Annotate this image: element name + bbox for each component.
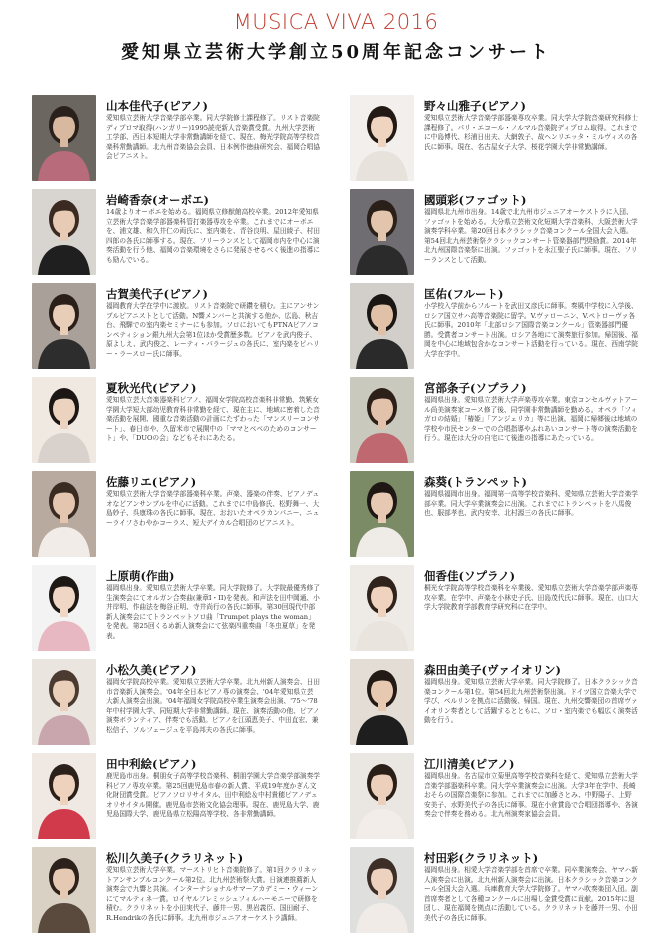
performer-photo xyxy=(350,283,414,369)
performer-name: 古賀美代子(ピアノ) xyxy=(106,287,208,301)
performer-bio: 鹿児島市出身。桐朋女子高等学校音楽科、桐朋学園大学音楽学部演奏学科ピアノ専攻卒業。第25回鹿児島市春の新人賞、平成19年度かぎん文化財団賞受賞。ピアノソロリサイタル、田中利絵＆中村貴穂ピアノデュオリサイタル開催。鹿児島市芸術文化協会理事。現在、鹿児島大学、鹿児島国際大学、鹿児島県立松陽高等学校、各非常勤講師。 xyxy=(106,772,320,819)
performer-card xyxy=(340,471,640,557)
performer-photo xyxy=(32,377,96,463)
performer-bio: 愛知県立芸大音楽器楽科ピアノ、福岡女学院高校音楽科非常勤、筑紫女学園大学短大部幼児教育科非常勤を経て、現在主に、地域に密着した音楽活動を展開、國重な音楽活動の計画にたずわった「マンスリーコンサート」、春日市や、久留米市で展開中の「ママとベベのためのコンサート」や、「DUOの会」などもそれにあたる。 xyxy=(106,396,320,443)
performer-photo xyxy=(32,753,96,839)
performer-name: 岩崎香奈(オーボエ) xyxy=(106,193,209,207)
performer-card xyxy=(340,565,640,651)
performer-bio: 小学校入学前からフルートを武田又彦氏に師事。奏風中学校に入学後、ロシア国立サハ高等音楽院に留学。V.ヴァローニン、V.ペトローヴァ各氏に師事。2010年「北部ロシア国際音楽コンクール」管楽器部門優勝。受賞者コンサート出演。ロシア各地にて演奏旅行参加。帰国後、福岡を中心に地域包含かなコンサート活動を行っている。現在、西南学院大学在学中。 xyxy=(424,302,638,358)
performer-name: 村田彩(クラリネット) xyxy=(424,851,539,865)
performer-card xyxy=(22,283,322,369)
performer-card xyxy=(22,659,322,745)
performer-card xyxy=(340,659,640,745)
performer-bio: 福岡県出身。愛知県立芸術大学卒業。同大学院修了。日本クラシック音楽コンクール第1位。第54回北九州芸術祭出演。ドイツ国立音楽大学で学び、ベルリンを拠点に活動後、帰国。現在、九州交響楽団の首席ヴァイオリン奏者として活躍するとともに、ソロ・室内楽でも幅広く演奏活動を行う。 xyxy=(424,678,638,725)
performer-name: 宮部条子(ソプラノ) xyxy=(424,381,527,395)
performer-card xyxy=(22,377,322,463)
performer-name: 森田由美子(ヴァイオリン) xyxy=(424,663,561,677)
performer-bio: 福岡県出身。愛知県立芸術大学声楽専攻卒業。東京コンセルヴァトアール尚美演奏家コース修了後、同学園非常勤講師を勤める。オペラ「フィガロの結婚」「椿姫」「アンジェリカ」等に出演。福岡に帰郷後は地域の学校や市民センターでの合唱指導やふれあいコンサート等の演奏活動を行う。現在は大分の自宅にて後進の指導にあたっている。 xyxy=(424,396,638,443)
performer-name: 上原萌(作曲) xyxy=(106,569,175,583)
header xyxy=(0,10,672,64)
performer-bio: 愛知県立芸術大学音楽学部器楽科卒業。声楽、器楽の伴奏、ピアノデュオなどアンサンブルを中心に活動。これまでに中島修氏、松野舞一、大島妙子、呉康珠の各氏に師事。現在、おおいたオペラカンパニー、ニューライフさわやかコーラス、短大デイカル合唱団のピアニスト。 xyxy=(106,490,320,527)
performer-photo xyxy=(32,847,96,933)
performer-card xyxy=(22,471,322,557)
performer-name: 小松久美(ピアノ) xyxy=(106,663,197,677)
performer-name: 佃香佳(ソプラノ) xyxy=(424,569,516,583)
performer-name: 野々山雅子(ピアノ) xyxy=(424,99,526,113)
performer-photo xyxy=(32,283,96,369)
performer-bio: 桐光女学院高等学校音楽科を卒業後、愛知県立芸術大学音楽学部声楽専攻卒業。在学中、声楽を小林史子氏、田島茂代氏に師事。現在、山口大学大学院教育学部教育学研究科に在学中。 xyxy=(424,584,638,612)
performer-card xyxy=(340,847,640,933)
performer-card xyxy=(340,189,640,275)
page-title: 愛知県立芸術大学創立50周年記念コンサート xyxy=(120,42,552,63)
performer-name: 國頭彩(ファゴット) xyxy=(424,193,527,207)
performer-photo xyxy=(32,95,96,181)
performer-photo xyxy=(32,659,96,745)
performer-photo xyxy=(32,189,96,275)
performer-card xyxy=(22,847,322,933)
performer-photo xyxy=(32,565,96,651)
performer-name: 田中利絵(ピアノ) xyxy=(106,757,197,771)
performer-card xyxy=(340,95,640,181)
performer-name: 松川久美子(クラリネット) xyxy=(106,851,244,865)
performer-name: 江川清美(ピアノ) xyxy=(424,757,515,771)
performer-name: 山本佳代子(ピアノ) xyxy=(106,99,208,113)
performer-name: 森葵(トランペット) xyxy=(424,475,527,489)
performer-bio: 福岡県出身。相愛大学音楽学部を首席で卒業。同卒業演奏会、ヤマハ新人演奏会に出演。北九州新人演奏会に出演。日本クラシック音楽コンクール全国大会入選。兵庫教育大学大学院修了。ヤマハ吹奏楽団入団。副首席奏者として各種コンクールに出場し金賞受賞に貢献。2015年に退団し、現在福岡を拠点に活動している。クラリネットを藤井一男、小田美代子の各氏に師事。 xyxy=(424,866,638,922)
performer-bio: 福岡教育大学在学中に渡欧。リスト音楽院で研鑽を積む。主にアンサンブルピアニストとして活動。N響メンバーと共演する他か、広島、秋吉台、飛騨での室内楽セミナーにも参加。ソロにおいてもPTNAピアノコンペティション銀九州大会第1位ほか受賞歴多数。ピアノを武内俊子、原よしえ、武内俊之、レーティ・パラージュの各氏に、室内楽をピハリー・ラースロー氏に師事。 xyxy=(106,302,320,358)
performer-card xyxy=(340,283,640,369)
performer-name: 佐藤リエ(ピアノ) xyxy=(106,475,197,489)
performer-bio: 福岡県北九州市出身。14歳で北九州市ジュニアオーケストラに入団、ファゴットを始める。大分県立芸術文化短期大学音楽科、大阪芸術大学演奏学科卒業。第20回日本クラシック音楽コンクール全国大会入選。第54回北九州芸術祭クラシックコンサート管楽器部門奨励賞。2014年北九州国際音楽祭に出演。ファゴットを永江聖子氏に師事。現在、フリーランスとして活動。 xyxy=(424,208,638,264)
performer-bio: 愛知県立芸術大学卒業。マーストリヒト音楽院修了。第1回クラリネットアンサンブルコンクール第2位。北九州芸術祭大賞。日演連推薦新人演奏会で九響と共演。インターナショナルサマーアカデミー・ウィーンにてマルティネ一賞。ロイヤルフレミッシュフィルハーモニーで研修を積む。クラリネットを小田実代子、藤井一男、黒岩義臣、国田耐子、R.Hendrikの各氏に師事。北九州市ジュニアオーケストラ講師。 xyxy=(106,866,319,922)
performer-bio: 14歳よりオーボエを始める。福岡県立修猷館高校卒業。2012年愛知県立芸術大学音楽学部器楽科管打楽器専攻を卒業。これまでにオーボエを、浦文雄、和久井仁の両氏に、室内楽を、青谷良明、屋田綾子、村田四郎の各氏に師事する。現在、フリーランスとして福岡市内を中心に演奏活動を行う他、福岡の音楽環境をさらに発展させるべく後進の指導にも励んでいる。 xyxy=(106,208,320,264)
performer-card xyxy=(22,95,322,181)
performer-bio: 福岡県出身。愛知県立芸術大学卒業。同大学院修了。大学院最優秀修了生演奏会にてオルガン合奏曲(兼章I・II)を発表。和声法を田中岡通、小井岸明、作曲法を梅谷正明、寺井尚行の各氏に師事。第30回現代中部新人演奏会にてトランペットソロ曲「Trumpet plays the woman」を発表。第25回くるめ新人演奏会にて弦楽四重奏曲「冬虫夏草」を発表。 xyxy=(106,584,320,640)
performer-photo xyxy=(350,471,414,557)
performer-photo xyxy=(350,95,414,181)
performer-card xyxy=(340,753,640,839)
performer-photo xyxy=(32,471,96,557)
performer-photo xyxy=(350,659,414,745)
performer-card xyxy=(340,377,640,463)
performer-name: 匡佑(フルート) xyxy=(424,287,504,301)
performer-photo xyxy=(350,847,414,933)
performer-name: 夏秋光代(ピアノ) xyxy=(106,381,197,395)
performer-bio: 愛知県立芸術大学音楽学部卒業。同大学院修士課程修了。リスト音楽院ディプロマ取得(ハンガリー)1995読売新人音楽賞受賞。九州大学芸術工学部、西日本短期大学非常勤講師を経て、現在、梅光学院高等学校音楽科常勤講師。北九州音楽協会会員、日本例作徳曲研究会、福岡合唱協会ピアニスト。 xyxy=(106,114,320,161)
performer-photo xyxy=(350,753,414,839)
performer-card xyxy=(22,565,322,651)
performer-card xyxy=(22,189,322,275)
performer-photo xyxy=(350,189,414,275)
performer-bio: 愛知県立芸術大学音楽学部器楽専攻卒業。同大学大学院音楽研究科修士課程修了。パリ・エコール・ノルマル音楽院ディプロム取得。これまでに中島博代、杉浦日出夫、大網敦子、故ヘンリエッタ・ミルヴィスの各氏に師事。現在、名古屋女子大学、桜花学園大学非常勤講師。 xyxy=(424,114,638,151)
performer-card xyxy=(22,753,322,839)
performer-bio: 福岡女学院高校卒業。愛知県立芸術大学卒業。北九州新人演奏会、日田市音楽新人演奏会。'04年全日本ピアノ専の演奏会、'04年愛知県立芸大新人演奏会出演。'04年福岡女学院高校卒業生演奏会出演、'75～'78年中村学園大学、同短期大学非常勤講師。現在、演奏活動の他、ピアノ演奏ボランティア、伴奏でも活動。ピアノを江頭恵美子、中田直宏、兼松信子、ソルフェージュを平島邦夫の各氏に師事。 xyxy=(106,678,320,734)
performer-photo xyxy=(350,565,414,651)
performer-bio: 福岡県出身。名古屋市立菊里高等学校音楽科を経て、愛知県立芸術大学音楽学部器楽科卒業。同大学卒業演奏会に出演。大学3年在学中、長崎おそらの国際音楽祭に参加。これまでに加藤さとみ、中野陽子、上野安美子、水野美代子の各氏に師事。現在小倉賞島で合唱団指導や、各演奏会で伴奏を務める。北九州演奏家協会会員。 xyxy=(424,772,638,819)
performer-bio: 福岡県福岡市出身。福岡第一高等学校音楽科、愛知県立芸術大学音楽学部卒業。同大学卒業演奏会に出演。これまでにトランペットを八馬俊也、服部孝也、武内安幸、北村源三の各氏に師事。 xyxy=(424,490,638,518)
brand-title: MUSICA VIVA 2016 xyxy=(233,10,439,34)
performer-photo xyxy=(350,377,414,463)
